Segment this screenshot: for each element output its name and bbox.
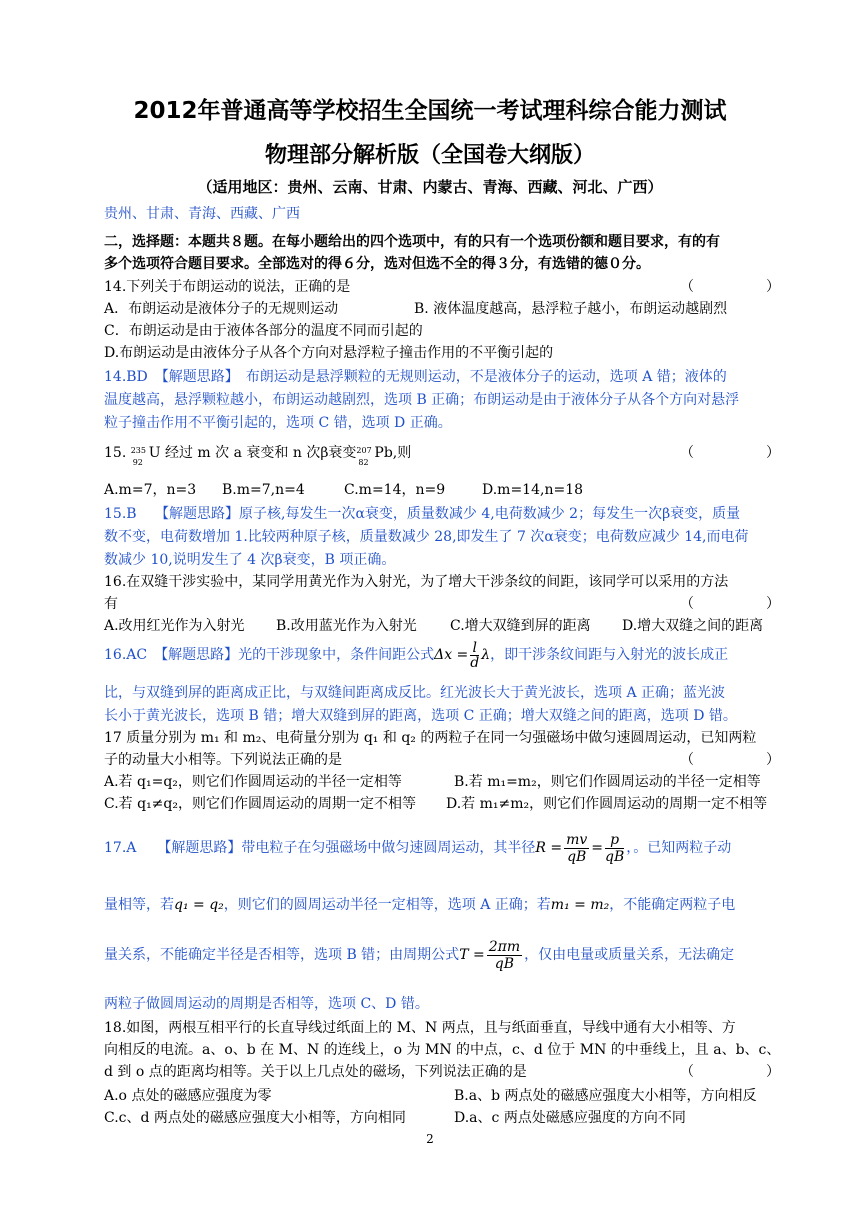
q14-answer-line2: 温度越高，悬浮颗粒越小，布朗运动越剧烈，选项 B 正确；布朗运动是由于液体分子从各个方向对悬浮 — [104, 392, 740, 408]
q15-answer-line2: 数不变，电荷数增加 1.比较两种原子核，质量数减少 28,即发生了 7 次α衰变；电荷数应减少 14,而电荷 — [104, 529, 749, 545]
q15-option-d: D.m=14,n=18 — [482, 482, 584, 498]
section-heading-line2: 多个选项符合题目要求。全部选对的得６分，选对但选不全的得３分，有选错的德０分。 — [104, 256, 650, 272]
page-title: 2012年普通高等学校招生全国统一考试理科综合能力测试 — [133, 98, 727, 124]
q18-stem-line3: d 到 o 点的距离均相等。关于以上几点处的磁场，下列说法正确的是 （ ） — [104, 1064, 780, 1080]
q14-stem: 14.下列关于布朗运动的说法，正确的是 （ ） — [104, 279, 780, 295]
q17-option-a: A.若 q₁=q₂，则它们作圆周运动的半径一定相等 — [104, 774, 402, 790]
q18-options-cd — [104, 1108, 780, 1128]
q15-option-c: C.m=14，n=9 — [344, 482, 446, 498]
q17-answer-line2: 量相等，若q₁ = q₂，则它们的圆周运动半径一定相等，选项 A 正确；若m₁ = m₂，不能确定两粒子电 — [104, 897, 736, 913]
q16-answer-line1: 16.AC 【解题思路】光的干涉现象中，条件间距公式Δx = $\frac{l}{d}$ λ，即干涉条纹间距与入射光的波长成正 — [104, 639, 729, 671]
q16-option-c: C.增大双缝到屏的距离 — [450, 618, 591, 634]
q14-option-b: B. 液体温度越高，悬浮粒子越小，布朗运动越剧烈 — [414, 301, 728, 317]
q16-stem-line2: 有 （ ） — [104, 596, 780, 612]
q16-options — [104, 616, 780, 636]
radius-fraction-2: $\frac{p}{qB}$ — [605, 831, 625, 865]
q17-options-cd — [104, 794, 780, 814]
q18-stem-line1: 18.如图，两根互相平行的长直导线过纸面上的 M、N 两点，且与纸面垂直，导线中通有大小相等、方 — [104, 1020, 736, 1036]
q14-answer-line3: 粒子撞击作用不平衡引起的，选项 C 错，选项 D 正确。 — [104, 415, 452, 431]
q14-option-d: D.布朗运动是由液体分子从各个方向对悬浮粒子撞击作用的不平衡引起的 — [104, 345, 554, 361]
q17-options-ab — [104, 772, 780, 792]
q18-option-d: D.a、c 两点处磁感应强度的方向不同 — [454, 1110, 686, 1126]
q15-stem: 15. 235 92 U 经过 m 次 a 衰变和 n 次β衰变 207 82 Pb,则 （ ） — [104, 445, 780, 467]
page-subtitle: 物理部分解析版（全国卷大纲版） — [264, 143, 595, 168]
radius-fraction-1: $\frac{mv}{qB}$ — [566, 831, 588, 865]
q16-option-d: D.增大双缝之间的距离 — [622, 618, 764, 634]
lead-nuclide: 207 82 — [356, 446, 372, 467]
q14-options-ab — [104, 299, 780, 319]
q17-option-d: D.若 m₁≠m₂，则它们作圆周运动的周期一定不相等 — [446, 796, 768, 812]
regions-note: 贵州、甘肃、青海、西藏、广西 — [104, 206, 300, 222]
q16-option-b: B.改用蓝光作为入射光 — [276, 618, 417, 634]
page-number: 2 — [426, 1132, 434, 1146]
q18-stem-line2: 向相反的电流。a、o、b 在 M、N 的连线上，o 为 MN 的中点，c、d 位于 MN 的中垂线上，且 a、b、c、 — [104, 1042, 781, 1058]
q18-option-c: C.c、d 两点处的磁感应强度大小相等，方向相同 — [104, 1110, 406, 1126]
q17-stem-line1: 17 质量分别为 m₁ 和 m₂、电荷量分别为 q₁ 和 q₂ 的两粒子在同一匀强磁场中做匀速圆周运动，已知两粒 — [104, 730, 757, 746]
q17-option-b: B.若 m₁=m₂，则它们作圆周运动的半径一定相等 — [454, 774, 761, 790]
q17-stem-line2: 子的动量大小相等。下列说法正确的是 （ ） — [104, 752, 780, 768]
q15-options — [104, 480, 780, 500]
applicable-regions: （适用地区：贵州、云南、甘肃、内蒙古、青海、西藏、河北、广西） — [197, 178, 663, 196]
period-fraction: $\frac{2\pi m}{qB}$ — [488, 938, 521, 972]
q17-answer-line4: 两粒子做圆周运动的周期是否相等，选项 C、D 错。 — [104, 996, 429, 1012]
q16-option-a: A.改用红光作为入射光 — [104, 618, 245, 634]
q18-option-a: A.o 点处的磁感应强度为零 — [104, 1088, 272, 1104]
q18-option-b: B.a、b 两点处的磁感应强度大小相等，方向相反 — [454, 1088, 757, 1104]
q18-options-ab — [104, 1086, 780, 1106]
q15-answer-line1: 15.B 【解题思路】原子核,每发生一次α衰变，质量数减少 4,电荷数减少 2；每发生一次β衰变，质量 — [104, 506, 741, 522]
uranium-nuclide: 235 92 — [130, 446, 146, 467]
q16-stem-line1: 16.在双缝干涉实验中，某同学用黄光作为入射光，为了增大干涉条纹的间距，该同学可以采用的方法 — [104, 574, 729, 590]
q17-answer-line3: 量关系，不能确定半径是否相等，选项 B 错；由周期公式T = $\frac{2\pi m}{qB}$ ，仅由电量或质量关系，无法确定 — [104, 938, 735, 972]
q14-option-a: A．布朗运动是液体分子的无规则运动 — [104, 301, 339, 317]
q16-answer-line3: 长小于黄光波长，选项 B 错；增大双缝到屏的距离，选项 C 正确；增大双缝之间的距离，选项 D 错。 — [104, 708, 737, 724]
fringe-spacing-fraction: $\frac{l}{d}$ — [470, 639, 480, 671]
q15-option-a: A.m=7，n=3 — [104, 482, 197, 498]
q16-answer-line2: 比，与双缝到屏的距离成正比，与双缝间距离成反比。红光波长大于黄光波长，选项 A 正确；蓝光波 — [104, 685, 726, 701]
q15-option-b: B.m=7,n=4 — [222, 482, 305, 498]
q15-answer-line3: 数减少 10,说明发生了 4 次β衰变，B 项正确。 — [104, 552, 396, 568]
q17-answer-line1: 17.A 【解题思路】带电粒子在匀强磁场中做匀速圆周运动，其半径R = $\frac{mv}{qB}$ = $\frac{p}{qB}$ ，。已知两粒子动 — [104, 831, 732, 865]
q14-option-c: C．布朗运动是由于液体各部分的温度不同而引起的 — [104, 323, 423, 339]
section-heading-line1: 二，选择题：本题共８题。在每小题给出的四个选项中，有的只有一个选项份额和题目要求，有的有 — [104, 234, 720, 250]
q14-answer-line1: 14.BD 【解题思路】 布朗运动是悬浮颗粒的无规则运动，不是液体分子的运动，选项 A 错；液体的 — [104, 369, 727, 385]
q17-option-c: C.若 q₁≠q₂，则它们作圆周运动的周期一定不相等 — [104, 796, 416, 812]
